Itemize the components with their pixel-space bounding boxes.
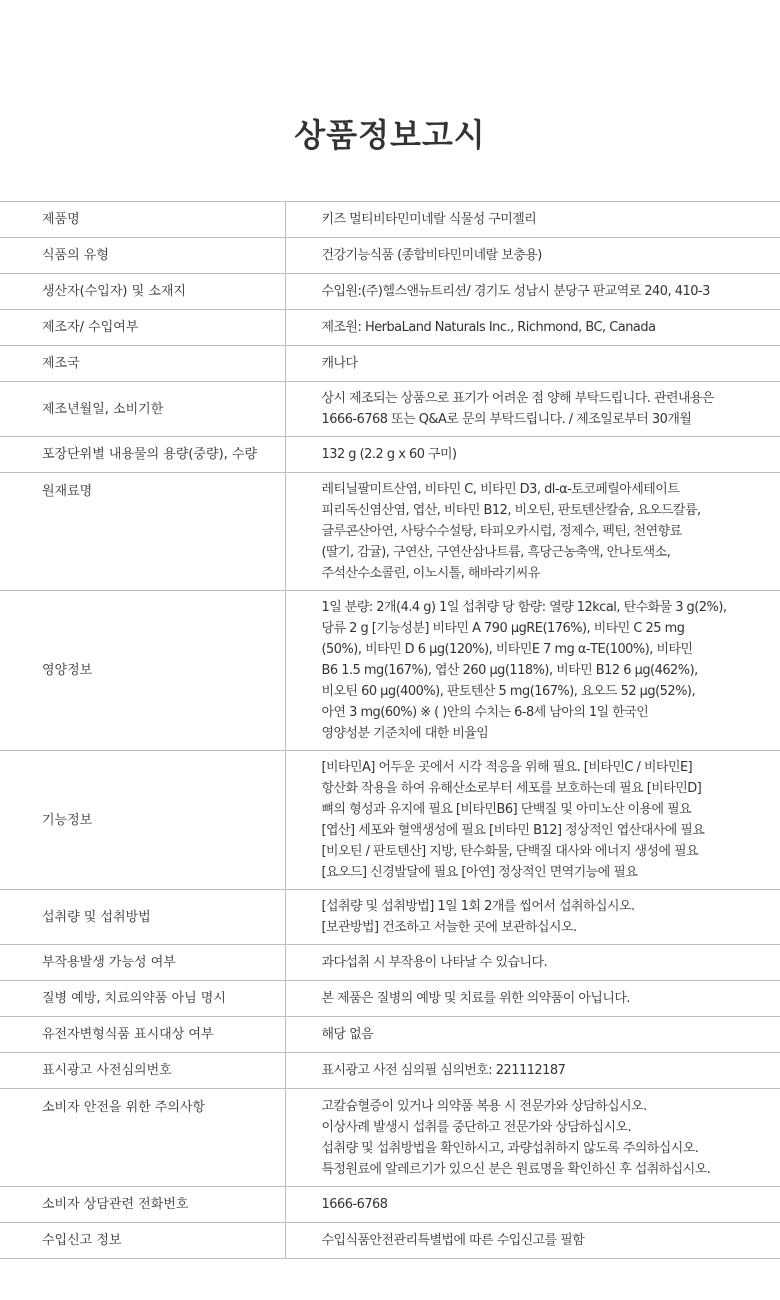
value-line: 피리독신염산염, 엽산, 비타민 B12, 비오틴, 판토텐산칼슘, 요오드칼륨, (321, 503, 701, 518)
value-line: [보관방법] 건조하고 서늘한 곳에 보관하십시오. (321, 920, 577, 935)
row-label: 유전자변형식품 표시대상 여부 (0, 1017, 285, 1053)
row-value (285, 346, 780, 382)
row-value (285, 890, 780, 945)
row-label: 포장단위별 내용물의 용량(중량), 수량 (0, 437, 285, 473)
info-row (0, 1089, 780, 1187)
row-label: 원재료명 (0, 473, 285, 591)
value-line: B6 1.5 mg(167%), 엽산 260 μg(118%), 비타민 B12 6 μg(462%), (321, 663, 698, 678)
info-row (0, 274, 780, 310)
value-line: 수입식품안전관리특별법에 따른 수입신고를 필함 (321, 1233, 585, 1248)
row-value (285, 437, 780, 473)
row-value (285, 238, 780, 274)
row-label: 제품명 (0, 202, 285, 238)
value-line: 제조원: HerbaLand Naturals Inc., Richmond, BC, Canada (321, 320, 656, 335)
row-value (285, 473, 780, 591)
value-line: 당류 2 g [기능성분] 비타민 A 790 μgRE(176%), 비타민 C 25 mg (321, 621, 685, 636)
info-row (0, 890, 780, 945)
value-line: 1일 분량: 2개(4.4 g) 1일 섭취량 당 함량: 열량 12kcal, 탄수화물 3 g(2%), (321, 600, 727, 615)
row-value (285, 1017, 780, 1053)
row-value (285, 202, 780, 238)
value-line: 1666-6768 또는 Q&A로 문의 부탁드립니다. / 제조일로부터 30개월 (321, 412, 692, 427)
row-value (285, 1053, 780, 1089)
row-label: 생산자(수입자) 및 소재지 (0, 274, 285, 310)
value-line: 아연 3 mg(60%) ※ ( )안의 수치는 6-8세 남아의 1일 한국인 (321, 705, 649, 720)
row-label: 섭취량 및 섭취방법 (0, 890, 285, 945)
row-value (285, 945, 780, 981)
page-title: 상품정보고시 (294, 116, 486, 154)
info-row (0, 945, 780, 981)
info-row (0, 591, 780, 751)
info-row (0, 1017, 780, 1053)
row-label: 기능정보 (0, 751, 285, 890)
info-row (0, 382, 780, 437)
row-label: 식품의 유형 (0, 238, 285, 274)
value-line: 키즈 멀티비타민미네랄 식물성 구미젤리 (321, 212, 537, 227)
value-line: 항산화 작용을 하여 유해산소로부터 세포를 보호하는데 필요 [비타민D] (321, 781, 702, 796)
value-line: 상시 제조되는 상품으로 표기가 어려운 점 양해 부탁드립니다. 관련내용은 (321, 391, 714, 406)
row-label: 영양정보 (0, 591, 285, 751)
row-value (285, 591, 780, 751)
value-line: 132 g (2.2 g x 60 구미) (321, 447, 457, 462)
row-label: 소비자 상담관련 전화번호 (0, 1187, 285, 1223)
value-line: 캐나다 (321, 356, 358, 371)
value-line: 레티닐팔미트산염, 비타민 C, 비타민 D3, dl-α-토코페릴아세테이트 (321, 482, 680, 497)
value-line: 수입원:(주)헬스앤뉴트리션/ 경기도 성남시 분당구 판교역로 240, 410-3 (321, 284, 710, 299)
value-line: [섭취량 및 섭취방법] 1일 1회 2개를 씹어서 섭취하십시오. (321, 899, 635, 914)
value-line: (딸기, 감귤), 구연산, 구연산삼나트륨, 흑당근농축액, 안나토색소, (321, 545, 671, 560)
row-value (285, 274, 780, 310)
row-value (285, 981, 780, 1017)
row-value (285, 1223, 780, 1259)
info-row (0, 473, 780, 591)
value-line: 고칼슘혈증이 있거나 의약품 복용 시 전문가와 상담하십시오. (321, 1098, 647, 1114)
value-line: 1666-6768 (321, 1197, 388, 1212)
value-line: 해당 없음 (321, 1027, 374, 1042)
info-row (0, 1187, 780, 1223)
row-label: 제조자/ 수입여부 (0, 310, 285, 346)
value-line: [비오틴 / 판토텐산] 지방, 탄수화물, 단백질 대사와 에너지 생성에 필요 (321, 844, 699, 859)
value-line: [엽산] 세포와 혈액생성에 필요 [비타민 B12] 정상적인 엽산대사에 필요 (321, 823, 705, 838)
info-row (0, 346, 780, 382)
info-row (0, 1223, 780, 1259)
info-row (0, 1053, 780, 1089)
info-row (0, 751, 780, 890)
value-line: (50%), 비타민 D 6 μg(120%), 비타민E 7 mg α-TE(100%), 비타민 (321, 642, 693, 657)
row-label: 표시광고 사전심의번호 (0, 1053, 285, 1089)
info-row (0, 238, 780, 274)
info-row (0, 981, 780, 1017)
value-line: [요오드] 신경발달에 필요 [아연] 정상적인 면역기능에 필요 (321, 865, 638, 880)
row-value (285, 382, 780, 437)
row-value (285, 751, 780, 890)
row-label: 수입신고 정보 (0, 1223, 285, 1259)
value-line: 섭취량 및 섭취방법을 확인하시고, 과량섭취하지 않도록 주의하십시오. (321, 1140, 699, 1156)
value-line: 글루콘산아연, 사탕수수설탕, 타피오카시럽, 정제수, 펙틴, 천연향료 (321, 524, 682, 539)
value-line: 표시광고 사전 심의필 심의번호: 221112187 (321, 1063, 566, 1078)
info-row (0, 310, 780, 346)
info-row (0, 202, 780, 238)
row-label: 제조년월일, 소비기한 (0, 382, 285, 437)
value-line: 건강기능식품 (종합비타민미네랄 보충용) (321, 248, 542, 263)
row-label: 부작용발생 가능성 여부 (0, 945, 285, 981)
product-info-table (0, 201, 780, 1259)
value-line: 영양성분 기준치에 대한 비율임 (321, 726, 489, 741)
value-line: 본 제품은 질병의 예방 및 치료를 위한 의약품이 아닙니다. (321, 991, 630, 1006)
value-line: 이상사례 발생시 섭취를 중단하고 전문가와 상담하십시오. (321, 1119, 632, 1135)
value-line: 뼈의 형성과 유지에 필요 [비타민B6] 단백질 및 아미노산 이용에 필요 (321, 802, 692, 817)
row-value (285, 310, 780, 346)
value-line: 주석산수소콜린, 이노시톨, 해바라기씨유 (321, 566, 540, 581)
row-label: 제조국 (0, 346, 285, 382)
row-label: 소비자 안전을 위한 주의사항 (0, 1089, 285, 1187)
row-value (285, 1187, 780, 1223)
row-value (285, 1089, 780, 1187)
value-line: 비오틴 60 μg(400%), 판토텐산 5 mg(167%), 요오드 52 μg(52%), (321, 684, 696, 699)
row-label: 질병 예방, 치료의약품 아님 명시 (0, 981, 285, 1017)
value-line: [비타민A] 어두운 곳에서 시각 적응을 위해 필요. [비타민C / 비타민E] (321, 760, 693, 775)
value-line: 과다섭취 시 부작용이 나타날 수 있습니다. (321, 955, 548, 970)
info-row (0, 437, 780, 473)
value-line: 특정원료에 알레르기가 있으신 분은 원료명을 확인하신 후 섭취하십시오. (321, 1161, 711, 1177)
